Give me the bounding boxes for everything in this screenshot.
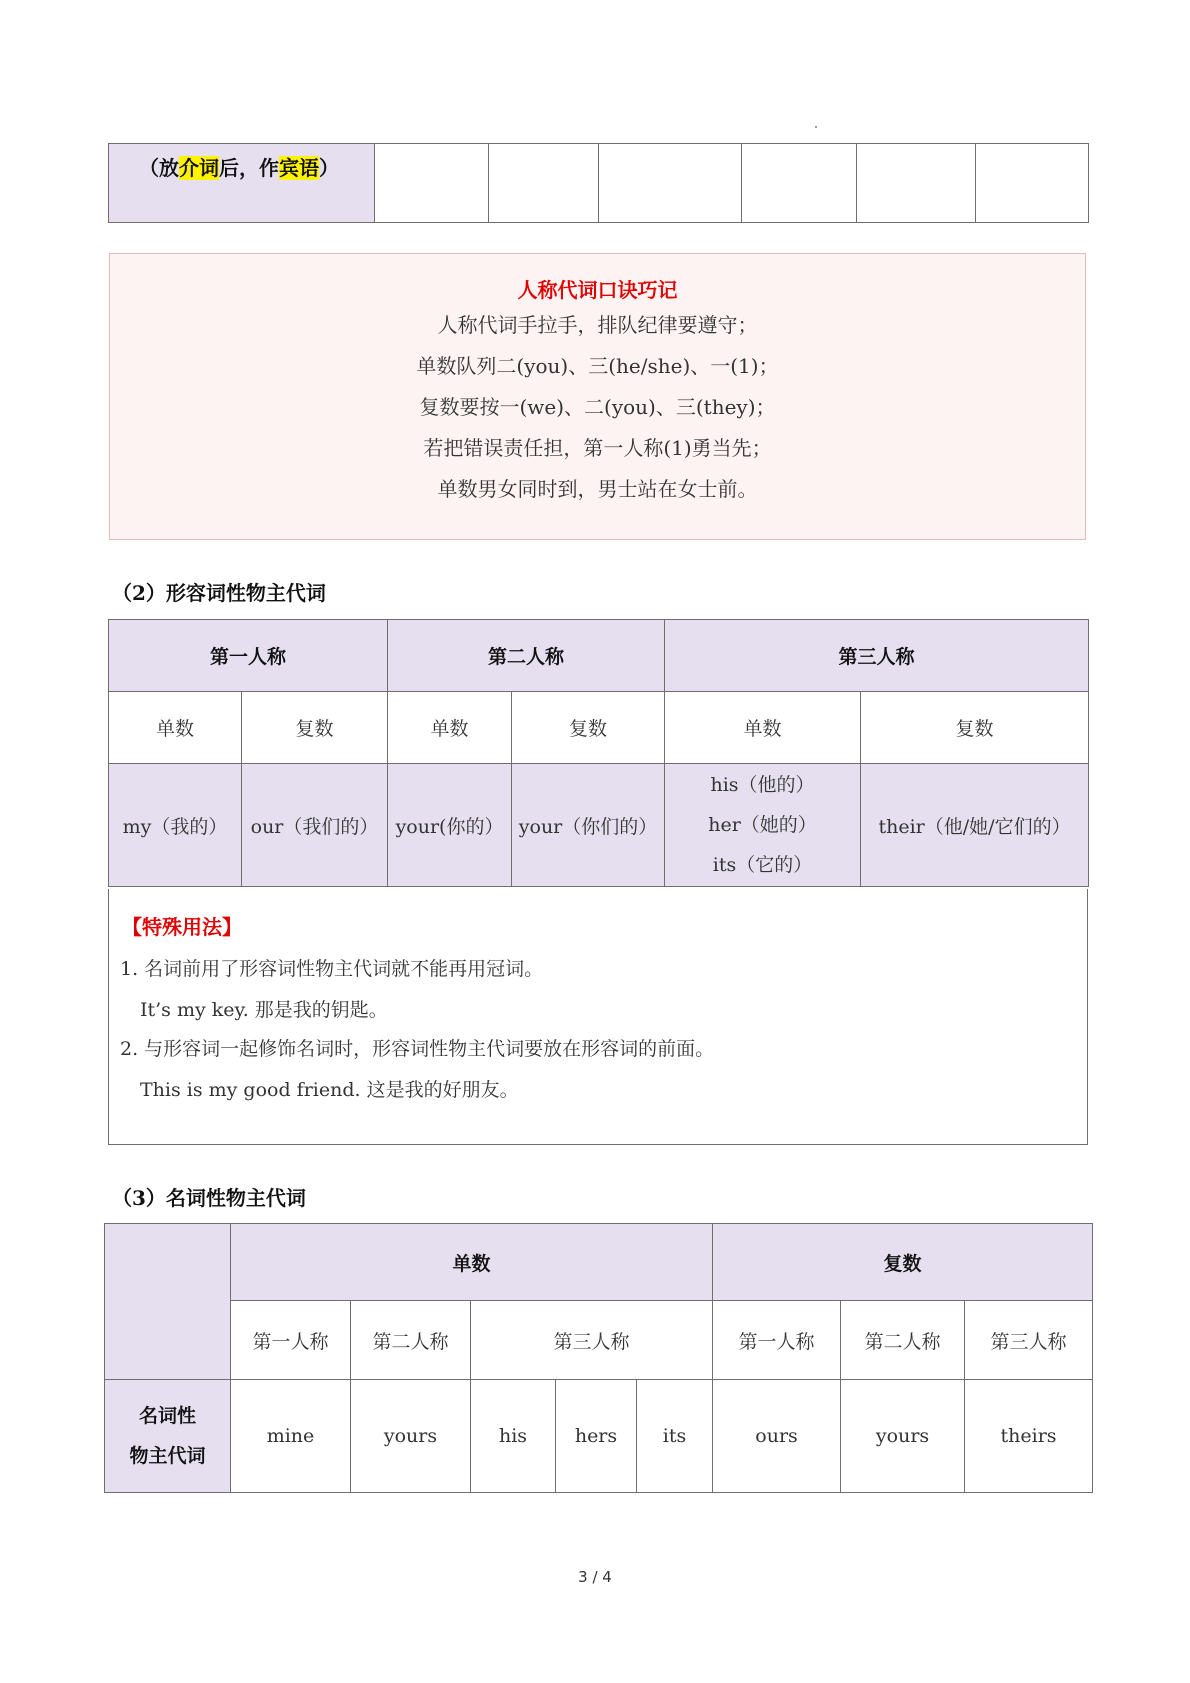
mnemonic-box — [109, 253, 1086, 540]
subheader-plural: 复数 — [242, 692, 388, 764]
subheader-singular: 单数 — [665, 692, 861, 764]
usage-label-cell — [109, 144, 375, 223]
table-row — [109, 764, 1089, 887]
cell-second-singular: your(你的） — [388, 764, 512, 887]
table-row — [105, 1224, 1093, 1301]
value-yours: yours — [351, 1380, 471, 1493]
stray-dot — [815, 126, 817, 128]
mnemonic-line: 单数男女同时到，男士站在女士前。 — [437, 477, 758, 501]
empty-cell — [976, 144, 1089, 223]
usage-example: It’s my key. 那是我的钥匙。 — [140, 999, 388, 1021]
header-second-person: 第二人称 — [388, 620, 665, 692]
row-label-noun-possessive — [105, 1380, 231, 1493]
section-heading-adjective-possessive: （2）形容词性物主代词 — [112, 581, 326, 605]
table-row — [109, 144, 1089, 223]
empty-cell — [857, 144, 976, 223]
empty-cell — [375, 144, 489, 223]
mnemonic-line: 若把错误责任担，第一人称(1)勇当先； — [423, 436, 772, 460]
usage-example: This is my good friend. 这是我的好朋友。 — [140, 1079, 519, 1101]
third-singular-his: his（他的） — [710, 774, 815, 796]
value-ours: ours — [713, 1380, 841, 1493]
mnemonic-line: 复数要按一(we)、二(you)、三(they)； — [419, 395, 776, 419]
empty-cell — [742, 144, 857, 223]
usage-label-mid: 后，作 — [219, 156, 279, 180]
table-row — [105, 1380, 1093, 1493]
value-his: his — [471, 1380, 556, 1493]
third-singular-its: its（它的） — [712, 854, 813, 876]
subheader-plural: 复数 — [861, 692, 1089, 764]
cell-second-plural: your（你们的） — [512, 764, 665, 887]
usage-note: 2. 与形容词一起修饰名词时，形容词性物主代词要放在形容词的前面。 — [120, 1038, 715, 1060]
subheader-third-person: 第三人称 — [965, 1301, 1093, 1380]
subheader-singular: 单数 — [388, 692, 512, 764]
third-singular-her: her（她的） — [708, 814, 817, 836]
subheader-singular: 单数 — [109, 692, 242, 764]
usage-note: 1. 名词前用了形容词性物主代词就不能再用冠词。 — [120, 958, 544, 980]
table-row — [109, 692, 1089, 764]
value-hers: hers — [556, 1380, 637, 1493]
cell-first-singular: my（我的） — [109, 764, 242, 887]
corner-cell — [105, 1224, 231, 1380]
subheader-third-person: 第三人称 — [471, 1301, 713, 1380]
cell-first-plural: our（我们的） — [242, 764, 388, 887]
subheader-first-person: 第一人称 — [713, 1301, 841, 1380]
subheader-plural: 复数 — [512, 692, 665, 764]
usage-label-close: ） — [319, 156, 339, 180]
mnemonic-line: 单数队列二(you)、三(he/she)、一(1)； — [416, 354, 779, 378]
table-row — [105, 1301, 1093, 1380]
adjective-possessive-table — [108, 619, 1089, 887]
header-plural: 复数 — [713, 1224, 1093, 1301]
value-yours-plural: yours — [841, 1380, 965, 1493]
cell-third-plural: their（他/她/它们的） — [861, 764, 1089, 887]
empty-cell — [599, 144, 742, 223]
page-number: 3 / 4 — [578, 1568, 612, 1586]
value-theirs: theirs — [965, 1380, 1093, 1493]
highlight-object: 宾语 — [279, 156, 319, 180]
highlight-preposition: 介词 — [179, 156, 219, 180]
object-pronoun-table-continued — [108, 143, 1089, 223]
mnemonic-line: 人称代词手拉手，排队纪律要遵守； — [437, 313, 758, 337]
row-label-line: 名词性 — [138, 1405, 196, 1427]
special-usage-box — [108, 889, 1088, 1145]
header-singular: 单数 — [231, 1224, 713, 1301]
usage-label-open: （放 — [139, 156, 179, 180]
subheader-second-person: 第二人称 — [841, 1301, 965, 1380]
header-third-person: 第三人称 — [665, 620, 1089, 692]
value-mine: mine — [231, 1380, 351, 1493]
value-its: its — [637, 1380, 713, 1493]
empty-cell — [489, 144, 599, 223]
section-heading-noun-possessive: （3）名词性物主代词 — [112, 1186, 306, 1210]
header-first-person: 第一人称 — [109, 620, 388, 692]
special-usage-title: 【特殊用法】 — [122, 915, 242, 939]
row-label-line: 物主代词 — [129, 1445, 206, 1467]
subheader-first-person: 第一人称 — [231, 1301, 351, 1380]
mnemonic-title: 人称代词口诀巧记 — [517, 278, 678, 302]
noun-possessive-table — [104, 1223, 1093, 1493]
subheader-second-person: 第二人称 — [351, 1301, 471, 1380]
table-row — [109, 620, 1089, 692]
cell-third-singular — [665, 764, 861, 887]
